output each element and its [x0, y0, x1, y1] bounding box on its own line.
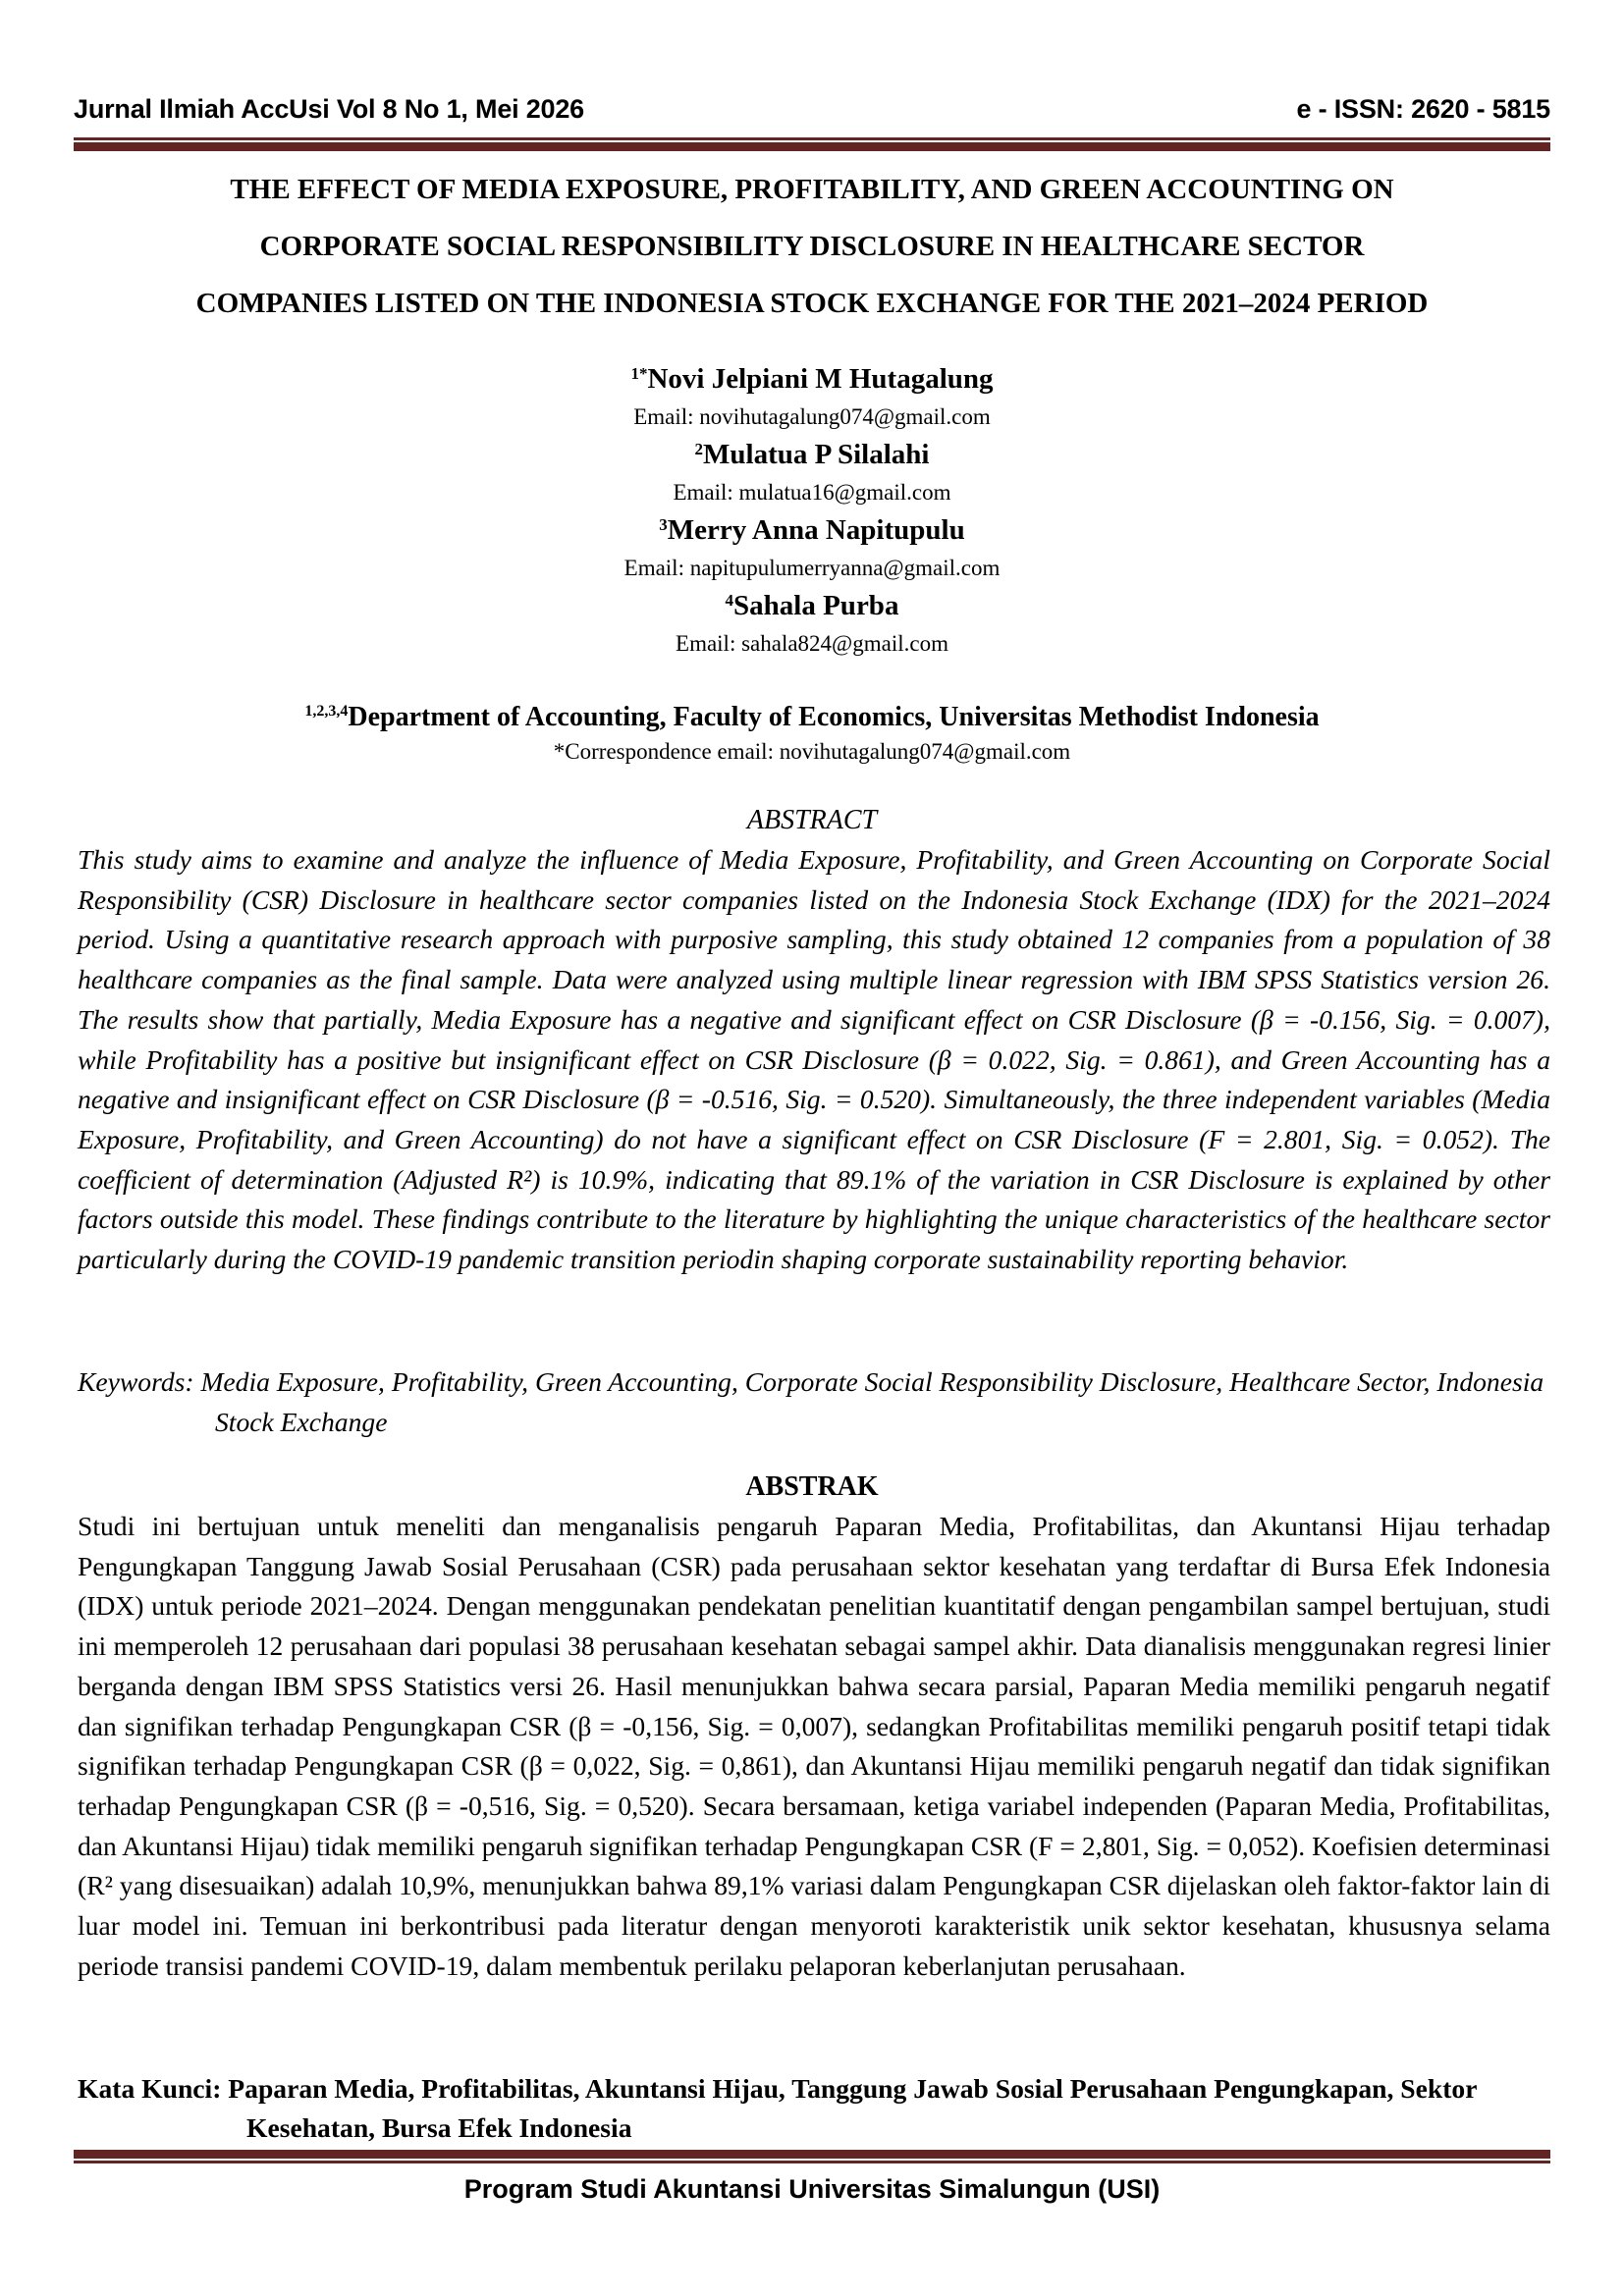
- affiliation-superscript: 1,2,3,4: [304, 703, 349, 720]
- header-rule-thin: [74, 137, 1550, 140]
- correspondence-email: *Correspondence email: novihutagalung074@gmail.com: [553, 739, 1071, 764]
- footer-rule-thin: [74, 2161, 1550, 2163]
- paper-title: [74, 161, 1550, 332]
- journal-name: Jurnal Ilmiah AccUsi Vol 8 No 1, Mei 2026: [74, 94, 585, 124]
- author-name: $^{1*}$Novi Jelpiani M Hutagalung: [630, 363, 994, 395]
- footer-rule-thick: [74, 2150, 1550, 2159]
- keywords: Keywords: Media Exposure, Profitability, Green Accounting, Corporate Social Responsibility Disclosure, Healthcare Sector, Indonesia Stock Exchange: [78, 1366, 1544, 1437]
- author-email: Email: napitupulumerryanna@gmail.com: [623, 556, 1001, 580]
- author-superscript: 1*: [630, 364, 648, 383]
- kata-kunci: Kata Kunci: Paparan Media, Profitabilitas, Akuntansi Hijau, Tanggung Jawab Sosial Perusahaan Pengungkapan, Sektor Kesehatan, Bursa Efek Indonesia: [78, 2073, 1477, 2143]
- running-header: [74, 94, 1550, 130]
- abstract-heading: ABSTRACT: [746, 805, 878, 835]
- affiliation: [74, 699, 1550, 768]
- author-superscript: 3: [659, 515, 668, 534]
- author-name: $^2$Mulatua P Silalahi: [694, 439, 930, 470]
- header-rule-thick: [74, 142, 1550, 151]
- title-line: THE EFFECT OF MEDIA EXPOSURE, PROFITABILITY, AND GREEN ACCOUNTING ON: [230, 174, 1394, 205]
- author-superscript: 2: [694, 440, 704, 458]
- author-name: $^4$Sahala Purba: [725, 590, 899, 621]
- title-line: COMPANIES LISTED ON THE INDONESIA STOCK EXCHANGE FOR THE 2021–2024 PERIOD: [195, 288, 1429, 319]
- author-superscript: 4: [725, 591, 734, 610]
- abstrak-heading: ABSTRAK: [745, 1471, 879, 1502]
- author-email: Email: mulatua16@gmail.com: [673, 480, 951, 505]
- title-line: CORPORATE SOCIAL RESPONSIBILITY DISCLOSURE IN HEALTHCARE SECTOR: [259, 231, 1365, 262]
- abstract-body: This study aims to examine and analyze the influence of Media Exposure, Profitability, and Green Accounting on Corporate Social Responsibility (CSR) Disclosure in healthcare sector companies listed on the Indonesia Stock Exchange (IDX) for the 2021–2024 period. Using a quantitative research approach with purposive sampling, this study obtained 12 companies from a population of 38 healthcare companies as the final sample. Data were analyzed using multiple linear regression with IBM SPSS Statistics version 26. The results show that partially, Media Exposure has a negative and significant effect on CSR Disclosure (β = -0.156, Sig. = 0.007), while Profitability has a positive but insignificant effect on CSR Disclosure (β = 0.022, Sig. = 0.861), and Green Accounting has a negative and insignificant effect on CSR Disclosure (β = -0.516, Sig. = 0.520). Simultaneously, the three independent variables (Media Exposure, Profitability, and Green Accounting) do not have a significant effect on CSR Disclosure (F = 2.801, Sig. = 0.052). The coefficient of determination (Adjusted R²) is 10.9%, indicating that 89.1% of the variation in CSR Disclosure is explained by other factors outside this model. These findings contribute to the literature by highlighting the unique characteristics of the healthcare sector particularly during the COVID-19 pandemic transition periodin shaping corporate sustainability reporting behavior.: [78, 844, 1550, 1275]
- author-email: Email: sahala824@gmail.com: [676, 631, 948, 656]
- department: $^{1,2,3,4}$Department of Accounting, Faculty of Economics, Universitas Methodist Indonesia: [304, 702, 1320, 732]
- author-name: $^3$Merry Anna Napitupulu: [659, 514, 965, 546]
- issn: e - ISSN: 2620 - 5815: [1296, 94, 1550, 124]
- author-list: [74, 360, 1550, 663]
- running-footer: Program Studi Akuntansi Universitas Simalungun (USI): [463, 2174, 1161, 2204]
- author-email: Email: novihutagalung074@gmail.com: [633, 404, 991, 429]
- abstrak-body: Studi ini bertujuan untuk meneliti dan menganalisis pengaruh Paparan Media, Profitabilitas, dan Akuntansi Hijau terhadap Pengungkapan Tanggung Jawab Sosial Perusahaan (CSR) pada perusahaan sektor kesehatan yang terdaftar di Bursa Efek Indonesia (IDX) untuk periode 2021–2024. Dengan menggunakan pendekatan penelitian kuantitatif dengan pengambilan sampel bertujuan, studi ini memperoleh 12 perusahaan dari populasi 38 perusahaan kesehatan sebagai sampel akhir. Data dianalisis menggunakan regresi linier berganda dengan IBM SPSS Statistics versi 26. Hasil menunjukkan bahwa secara parsial, Paparan Media memiliki pengaruh negatif dan signifikan terhadap Pengungkapan CSR (β = -0,156, Sig. = 0,007), sedangkan Profitabilitas memiliki pengaruh positif tetapi tidak signifikan terhadap Pengungkapan CSR (β = 0,022, Sig. = 0,861), dan Akuntansi Hijau memiliki pengaruh negatif dan tidak signifikan terhadap Pengungkapan CSR (β = -0,516, Sig. = 0,520). Secara bersamaan, ketiga variabel independen (Paparan Media, Profitabilitas, dan Akuntansi Hijau) tidak memiliki pengaruh signifikan terhadap Pengungkapan CSR (F = 2,801, Sig. = 0,052). Koefisien determinasi (R² yang disesuaikan) adalah 10,9%, menunjukkan bahwa 89,1% variasi dalam Pengungkapan CSR dijelaskan oleh faktor-faktor lain di luar model ini. Temuan ini berkontribusi pada literatur dengan menyoroti karakteristik unik sektor kesehatan, khususnya selama periode transisi pandemi COVID-19, dalam membentuk perilaku pelaporan keberlanjutan perusahaan.: [78, 1511, 1550, 1981]
